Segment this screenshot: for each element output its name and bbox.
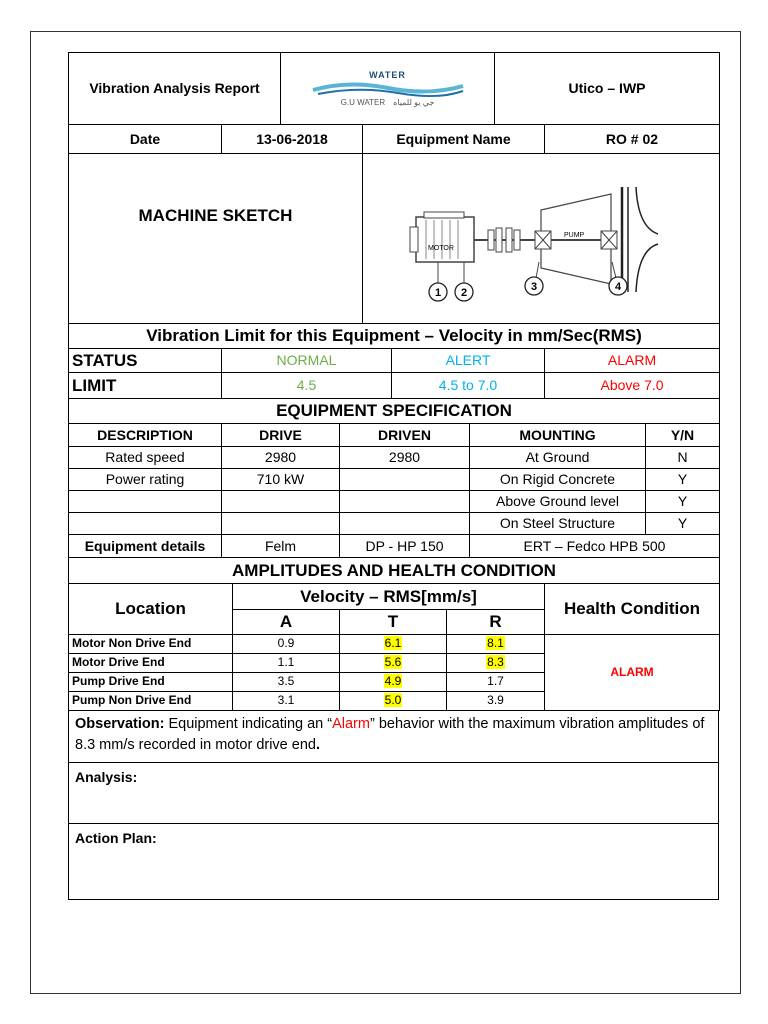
spec-cell: On Rigid Concrete [470, 469, 646, 491]
equipment-details-driven: DP - HP 150 [340, 535, 470, 558]
spec-cell: Y [646, 469, 720, 491]
measurement-point-4 [609, 277, 627, 295]
machine-sketch-title: MACHINE SKETCH [138, 206, 293, 225]
health-condition-value: ALARM [545, 635, 720, 711]
date-value: 13-06-2018 [222, 125, 363, 154]
amplitudes-table [68, 557, 720, 711]
spec-row [69, 469, 720, 491]
logo-arabic: جي يو للمياه [393, 98, 435, 108]
logo-company: G.U WATER [340, 98, 386, 108]
vibration-limit-table [68, 323, 720, 399]
action-plan-label: Action Plan: [75, 830, 157, 846]
machine-sketch-drawing [363, 154, 720, 324]
spec-cell [340, 469, 470, 491]
pump-label: PUMP [564, 231, 585, 239]
machine-sketch-title-cell [69, 154, 363, 324]
limit-label: LIMIT [69, 373, 222, 399]
spec-header-description: DESCRIPTION [69, 424, 222, 447]
velocity-a: 3.5 [233, 673, 340, 692]
status-alarm: ALARM [545, 349, 720, 373]
location-name: Pump Drive End [69, 673, 233, 692]
location-name: Motor Drive End [69, 654, 233, 673]
motor-label: MOTOR [428, 244, 454, 252]
notes-table [68, 710, 719, 900]
health-condition-header: Health Condition [545, 584, 720, 635]
velocity-t: 4.9 [384, 674, 402, 689]
velocity-t-cell [340, 673, 447, 692]
velocity-t-cell [340, 692, 447, 711]
spec-cell [69, 491, 222, 513]
measurement-point-3 [525, 277, 543, 295]
equipment-spec-table [68, 398, 720, 558]
report-document [68, 52, 719, 900]
action-plan-cell [69, 824, 719, 900]
spec-cell: Y [646, 491, 720, 513]
status-alert: ALERT [392, 349, 545, 373]
equipment-spec-title: EQUIPMENT SPECIFICATION [69, 399, 720, 424]
axis-header-a: A [233, 610, 340, 635]
velocity-t: 6.1 [384, 636, 402, 651]
velocity-r: 8.3 [487, 655, 504, 670]
spec-row [69, 447, 720, 469]
svg-text:2: 2 [460, 286, 468, 299]
observation-label: Observation: [75, 716, 165, 732]
spec-cell [222, 513, 340, 535]
svg-text:3: 3 [530, 280, 538, 293]
spec-cell: At Ground [470, 447, 646, 469]
amplitudes-title: AMPLITUDES AND HEALTH CONDITION [69, 558, 720, 584]
logo-brand: WATER [369, 69, 406, 80]
observation-cell [69, 711, 719, 763]
machine-sketch-section [68, 153, 720, 324]
spec-cell [222, 491, 340, 513]
report-title: Vibration Analysis Report [69, 53, 281, 125]
limit-alarm: Above 7.0 [545, 373, 720, 399]
location-header: Location [69, 584, 233, 635]
equipment-details-mounting: ERT – Fedco HPB 500 [470, 535, 720, 558]
velocity-t: 5.6 [384, 655, 402, 670]
velocity-r-cell [447, 635, 545, 654]
observation-text-before: Equipment indicating an “ [164, 716, 333, 732]
spec-row [69, 491, 720, 513]
velocity-r: 1.7 [447, 673, 545, 692]
observation-alarm-word: Alarm [332, 716, 370, 732]
velocity-a: 1.1 [233, 654, 340, 673]
spec-cell: N [646, 447, 720, 469]
motor-pump-diagram [396, 172, 686, 302]
velocity-t-cell [340, 654, 447, 673]
velocity-t: 5.0 [384, 693, 402, 708]
company-logo [281, 53, 495, 125]
velocity-header: Velocity – RMS[mm/s] [233, 584, 545, 610]
svg-text:1: 1 [434, 286, 442, 299]
location-name: Motor Non Drive End [69, 635, 233, 654]
spec-cell: 710 kW [222, 469, 340, 491]
limit-alert: 4.5 to 7.0 [392, 373, 545, 399]
measurement-point-1 [429, 283, 447, 301]
spec-cell [340, 491, 470, 513]
report-header [68, 52, 720, 125]
meta-table [68, 124, 720, 154]
spec-row [69, 513, 720, 535]
status-label: STATUS [69, 349, 222, 373]
velocity-r: 8.1 [487, 636, 504, 651]
logo-wave-icon [308, 80, 468, 98]
spec-header-drive: DRIVE [222, 424, 340, 447]
spec-cell [340, 513, 470, 535]
date-label: Date [69, 125, 222, 154]
equipment-name-value: RO # 02 [545, 125, 720, 154]
site-name: Utico – IWP [495, 53, 720, 125]
spec-header-driven: DRIVEN [340, 424, 470, 447]
spec-cell: Above Ground level [470, 491, 646, 513]
axis-header-t: T [340, 610, 447, 635]
equipment-details-label: Equipment details [69, 535, 222, 558]
spec-header-mounting: MOUNTING [470, 424, 646, 447]
velocity-r: 3.9 [447, 692, 545, 711]
velocity-a: 3.1 [233, 692, 340, 711]
equipment-details-drive: Felm [222, 535, 340, 558]
amplitude-row [69, 635, 720, 654]
analysis-cell [69, 763, 719, 824]
analysis-label: Analysis: [75, 769, 138, 785]
velocity-r-cell [447, 654, 545, 673]
velocity-t-cell [340, 635, 447, 654]
spec-cell [69, 513, 222, 535]
spec-cell: 2980 [222, 447, 340, 469]
spec-cell: 2980 [340, 447, 470, 469]
spec-cell: On Steel Structure [470, 513, 646, 535]
location-name: Pump Non Drive End [69, 692, 233, 711]
limit-normal: 4.5 [222, 373, 392, 399]
measurement-point-2 [455, 283, 473, 301]
equipment-name-label: Equipment Name [363, 125, 545, 154]
observation-end-mark: . [315, 737, 320, 754]
observation-text-after: ” behavior with the maximum vibration amplitudes of 8.3 mm/s recorded in motor drive end [75, 716, 705, 754]
velocity-a: 0.9 [233, 635, 340, 654]
axis-header-r: R [447, 610, 545, 635]
spec-cell: Y [646, 513, 720, 535]
spec-cell: Power rating [69, 469, 222, 491]
vibration-limit-title: Vibration Limit for this Equipment – Velocity in mm/Sec(RMS) [69, 324, 720, 349]
svg-text:4: 4 [614, 280, 622, 293]
spec-cell: Rated speed [69, 447, 222, 469]
spec-header-yn: Y/N [646, 424, 720, 447]
status-normal: NORMAL [222, 349, 392, 373]
